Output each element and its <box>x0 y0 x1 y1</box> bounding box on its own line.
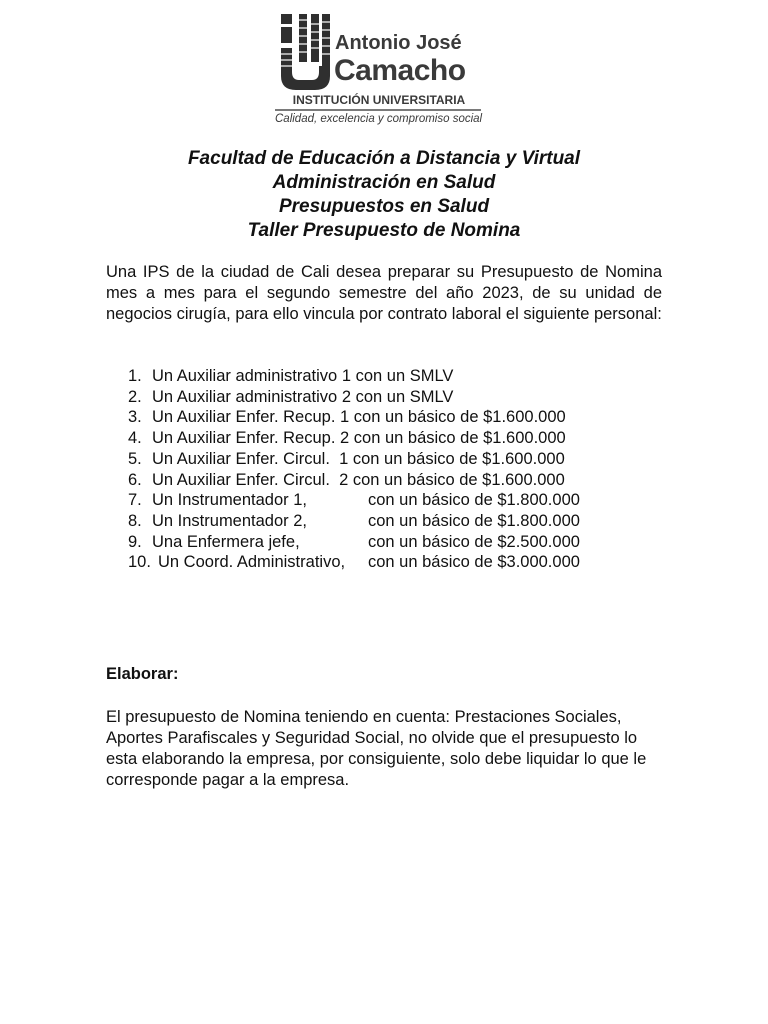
list-item <box>128 490 648 511</box>
list-item-number: 8. <box>128 511 142 530</box>
list-item-salary: con un básico de $3.000.000 <box>368 553 580 572</box>
elaborar-heading: Elaborar: <box>106 665 179 683</box>
list-item-salary: con un básico de $1.800.000 <box>368 491 580 510</box>
list-item-position: Una Enfermera jefe, <box>152 532 300 551</box>
list-item-number: 6. <box>128 470 142 489</box>
list-item-salary: con un básico de $2.500.000 <box>368 532 580 551</box>
list-item-number: 10. <box>128 553 151 572</box>
logo-institution: INSTITUCIÓN UNIVERSITARIA <box>292 93 466 107</box>
list-item-number: 5. <box>128 449 142 468</box>
title-course: Presupuestos en Salud <box>278 196 490 217</box>
list-item-number: 3. <box>128 408 142 427</box>
list-item-salary: con un básico de $1.600.000 <box>353 408 566 427</box>
list-item <box>128 511 648 532</box>
list-item <box>128 428 648 449</box>
list-item-position: Un Auxiliar Enfer. Recup. 2 <box>152 429 350 448</box>
logo-divider <box>275 109 481 111</box>
list-item-position: Un Instrumentador 2, <box>152 511 307 530</box>
title-workshop: Taller Presupuesto de Nomina <box>247 220 521 241</box>
list-item-position: Un Auxiliar Enfer. Circul. 1 <box>152 449 349 468</box>
list-item-number: 9. <box>128 532 142 551</box>
list-item-position: Un Auxiliar Enfer. Recup. 1 <box>152 408 350 427</box>
list-item-salary: con un básico de $1.600.000 <box>352 449 565 468</box>
list-item <box>128 387 648 408</box>
staff-list <box>128 366 648 573</box>
list-item-salary: con un básico de $1.800.000 <box>368 511 580 530</box>
list-item-salary: con un básico de $1.600.000 <box>352 470 565 489</box>
list-item <box>128 407 648 428</box>
list-item-number: 4. <box>128 429 142 448</box>
list-item-position: Un Instrumentador 1, <box>152 491 307 510</box>
logo-mark-icon <box>281 14 331 94</box>
institution-logo <box>275 12 485 130</box>
list-item-number: 7. <box>128 491 142 510</box>
list-item-salary: con un SMLV <box>355 387 454 406</box>
title-program: Administración en Salud <box>272 172 496 193</box>
list-item-salary: con un SMLV <box>355 367 454 385</box>
list-item-salary: con un básico de $1.600.000 <box>353 429 566 448</box>
list-item-position: Un Auxiliar administrativo 1 <box>152 367 351 385</box>
list-item <box>128 470 648 491</box>
list-item-position: Un Auxiliar Enfer. Circul. 2 <box>152 470 349 489</box>
logo-tagline: Calidad, excelencia y compromiso social <box>275 113 483 125</box>
logo-name-line2: Camacho <box>334 54 466 87</box>
list-item-number: 1. <box>128 367 142 385</box>
document-titles <box>106 147 662 243</box>
list-item <box>128 366 648 387</box>
title-faculty: Facultad de Educación a Distancia y Virtual <box>187 148 581 169</box>
list-item-position: Un Coord. Administrativo, <box>158 553 346 572</box>
list-item <box>128 552 648 573</box>
list-item <box>128 532 648 553</box>
list-item-number: 2. <box>128 387 142 406</box>
list-item <box>128 449 648 470</box>
list-item-position: Un Auxiliar administrativo 2 <box>152 387 351 406</box>
logo-name-line1: Antonio José <box>335 32 462 54</box>
closing-paragraph: El presupuesto de Nomina teniendo en cuenta: Prestaciones Sociales, Aportes Parafiscales y Seguridad Social, no olvide que el presupuesto lo esta elaborando la empresa, por consiguiente, solo debe liquidar lo que le corresponde pagar a la empresa. <box>106 708 647 789</box>
intro-paragraph: Una IPS de la ciudad de Cali desea preparar su Presupuesto de Nomina mes a mes para el segundo semestre del año 2023, de su unidad de negocios cirugía, para ello vincula por contrato laboral el siguiente personal: <box>106 263 662 323</box>
